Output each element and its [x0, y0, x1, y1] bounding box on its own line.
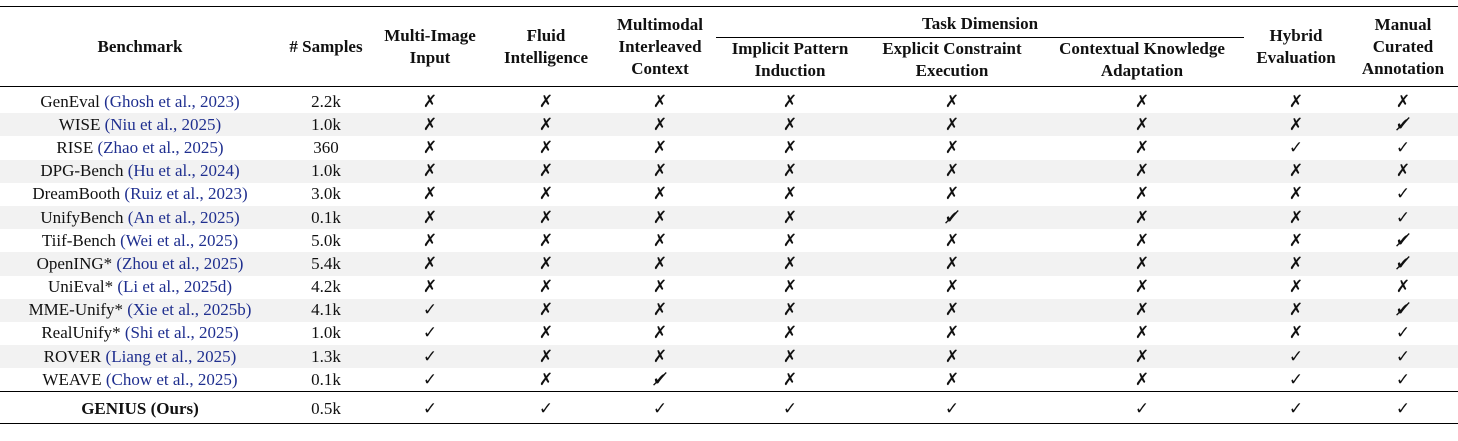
mark-cell: ✗ — [652, 323, 668, 344]
mark-cell: ✗ — [372, 113, 488, 136]
citation-link[interactable]: (Xie et al., 2025b) — [127, 300, 252, 320]
table-body-ours — [0, 392, 1458, 424]
mark-cell: ✗ — [422, 277, 438, 298]
benchmark-name: DPG-Bench — [40, 161, 128, 181]
mark-cell: ✗ — [488, 252, 604, 275]
mark-cell: ✗ — [716, 87, 864, 114]
mark-cell: ✗ — [1244, 160, 1348, 183]
sample-count: 4.2k — [311, 277, 341, 297]
mark-cell: ✓ — [1348, 392, 1458, 424]
citation-link[interactable]: (Zhao et al., 2025) — [97, 137, 224, 157]
mark-cell: ✔̸ — [652, 369, 668, 390]
sample-count-ours: 0.5k — [280, 392, 372, 424]
benchmark-name-cell — [0, 322, 280, 345]
citation-link[interactable]: (Chow et al., 2025) — [105, 369, 238, 389]
sample-count: 5.4k — [280, 252, 372, 275]
mark-cell: ✓ — [1288, 137, 1304, 158]
mark-cell: ✗ — [864, 160, 1040, 183]
mark-cell: ✗ — [944, 277, 960, 298]
mark-cell: ✗ — [604, 113, 716, 136]
benchmark-name-cell — [0, 136, 280, 159]
benchmark-name-cell — [0, 252, 280, 275]
mark-cell: ✗ — [1040, 87, 1244, 114]
mark-cell: ✓ — [864, 392, 1040, 424]
mark-cell: ✗ — [652, 184, 668, 205]
mark-cell: ✗ — [716, 113, 864, 136]
mark-cell: ✗ — [944, 184, 960, 205]
header-contextual-knowledge-adaptation: Contextual Knowledge Adaptation — [1040, 38, 1244, 87]
mark-cell: ✗ — [782, 369, 798, 390]
citation-link[interactable]: (Ghosh et al., 2023) — [104, 91, 240, 111]
sample-count: 1.0k — [280, 113, 372, 136]
benchmark-name: RealUnify* — [41, 323, 125, 343]
sample-count: 1.0k — [280, 160, 372, 183]
citation-link[interactable]: (Niu et al., 2025) — [104, 114, 222, 134]
benchmark-name-cell — [0, 229, 280, 252]
mark-cell: ✓ — [488, 392, 604, 424]
mark-cell: ✓ — [1244, 392, 1348, 424]
mark-cell: ✓ — [1288, 369, 1304, 390]
mark-cell: ✗ — [488, 345, 604, 368]
header-samples: # Samples — [280, 7, 372, 87]
mark-cell: ✗ — [1244, 299, 1348, 322]
table-row — [0, 252, 1458, 275]
citation-link[interactable]: (Wei et al., 2025) — [120, 230, 239, 250]
mark-cell: ✗ — [538, 323, 554, 344]
table-row — [0, 206, 1458, 229]
mark-cell: ✓ — [1348, 206, 1458, 229]
benchmark-name: WEAVE — [42, 369, 106, 389]
sample-count: 0.1k — [280, 206, 372, 229]
mark-cell: ✗ — [944, 137, 960, 158]
mark-cell: ✗ — [1348, 160, 1458, 183]
mark-cell: ✗ — [372, 252, 488, 275]
sample-count: 360 — [313, 137, 339, 157]
mark-cell: ✓ — [1040, 392, 1244, 424]
mark-cell: ✗ — [604, 160, 716, 183]
mark-cell: ✗ — [716, 160, 864, 183]
citation-link[interactable]: (Liang et al., 2025) — [105, 346, 237, 366]
header-task-dimension: Task Dimension — [716, 7, 1244, 38]
benchmark-name-cell — [0, 206, 280, 229]
mark-cell: ✗ — [716, 206, 864, 229]
mark-cell: ✓ — [372, 299, 488, 322]
mark-cell: ✗ — [538, 369, 554, 390]
mark-cell: ✗ — [538, 184, 554, 205]
mark-cell: ✔̸ — [1348, 299, 1458, 322]
benchmark-name-ours: GENIUS (Ours) — [0, 392, 280, 424]
table-row — [0, 322, 1458, 345]
sample-count: 1.0k — [311, 323, 341, 343]
mark-cell: ✗ — [488, 160, 604, 183]
mark-cell: ✗ — [488, 87, 604, 114]
mark-cell: ✓ — [1244, 345, 1348, 368]
mark-cell: ✗ — [782, 277, 798, 298]
mark-cell: ✓ — [422, 323, 438, 344]
mark-cell: ✗ — [1288, 230, 1304, 251]
mark-cell: ✗ — [604, 299, 716, 322]
benchmark-name-cell — [0, 299, 280, 322]
sample-count: 1.3k — [280, 345, 372, 368]
benchmark-name-cell — [0, 368, 280, 392]
mark-cell: ✗ — [1288, 277, 1304, 298]
mark-cell: ✗ — [372, 87, 488, 114]
benchmark-name: MME-Unify* — [28, 300, 128, 320]
mark-cell: ✗ — [1288, 323, 1304, 344]
citation-link[interactable]: (Zhou et al., 2025) — [116, 253, 244, 273]
mark-cell: ✗ — [716, 345, 864, 368]
header-benchmark: Benchmark — [0, 7, 280, 87]
mark-cell: ✗ — [1134, 137, 1150, 158]
mark-cell: ✗ — [1348, 87, 1458, 114]
mark-cell: ✗ — [422, 137, 438, 158]
benchmark-name: UniEval* — [47, 277, 118, 297]
mark-cell: ✗ — [604, 87, 716, 114]
header-manual-curated-annotation: Manual Curated Annotation — [1348, 7, 1458, 87]
benchmark-name-cell — [0, 276, 280, 299]
mark-cell: ✔̸ — [864, 206, 1040, 229]
mark-cell: ✗ — [716, 299, 864, 322]
mark-cell: ✗ — [1040, 113, 1244, 136]
mark-cell: ✗ — [864, 345, 1040, 368]
citation-link[interactable]: (An et al., 2025) — [127, 207, 240, 227]
mark-cell: ✗ — [1040, 252, 1244, 275]
table-row — [0, 87, 1458, 114]
sample-count: 2.2k — [280, 87, 372, 114]
mark-cell: ✓ — [716, 392, 864, 424]
table-row — [0, 160, 1458, 183]
benchmark-name-cell — [0, 345, 280, 368]
benchmark-name: GenEval — [40, 91, 105, 111]
mark-cell: ✗ — [1244, 206, 1348, 229]
mark-cell: ✓ — [1395, 184, 1411, 205]
table-row — [0, 345, 1458, 368]
mark-cell: ✓ — [372, 345, 488, 368]
mark-cell: ✗ — [944, 369, 960, 390]
benchmark-name: UnifyBench — [40, 207, 128, 227]
mark-cell: ✓ — [422, 369, 438, 390]
mark-cell: ✗ — [1134, 230, 1150, 251]
mark-cell: ✗ — [604, 252, 716, 275]
mark-cell: ✗ — [538, 230, 554, 251]
header-multimodal-interleaved-context: Multimodal Interleaved Context — [604, 7, 716, 87]
mark-cell: ✗ — [372, 206, 488, 229]
citation-link[interactable]: (Shi et al., 2025) — [124, 323, 239, 343]
table-row — [0, 276, 1458, 299]
mark-cell: ✗ — [538, 277, 554, 298]
table-row — [0, 113, 1458, 136]
mark-cell: ✔̸ — [1348, 113, 1458, 136]
mark-cell: ✗ — [1040, 299, 1244, 322]
table-row — [0, 368, 1458, 392]
table-row — [0, 136, 1458, 159]
benchmark-name: OpenING* — [36, 253, 117, 273]
mark-cell: ✗ — [652, 230, 668, 251]
benchmark-name: RISE — [56, 137, 98, 157]
mark-cell: ✓ — [1395, 369, 1411, 390]
mark-cell: ✗ — [652, 137, 668, 158]
mark-cell: ✗ — [782, 230, 798, 251]
mark-cell: ✗ — [488, 206, 604, 229]
mark-cell: ✗ — [652, 277, 668, 298]
mark-cell: ✓ — [604, 392, 716, 424]
mark-cell: ✗ — [1134, 277, 1150, 298]
sample-count: 0.1k — [311, 369, 341, 389]
benchmark-name: Tiif-Bench — [41, 230, 121, 250]
mark-cell: ✗ — [1244, 252, 1348, 275]
mark-cell: ✗ — [1134, 184, 1150, 205]
header-multi-image-input: Multi-Image Input — [372, 7, 488, 87]
header-hybrid-evaluation: Hybrid Evaluation — [1244, 7, 1348, 87]
mark-cell: ✗ — [864, 113, 1040, 136]
table-row-ours — [0, 392, 1458, 424]
benchmark-comparison-table — [0, 6, 1458, 424]
comparison-table-container — [0, 6, 1458, 424]
header-fluid-intelligence: Fluid Intelligence — [488, 7, 604, 87]
mark-cell: ✔̸ — [1395, 230, 1411, 251]
mark-cell: ✗ — [782, 323, 798, 344]
citation-link[interactable]: (Li et al., 2025d) — [117, 277, 233, 297]
mark-cell: ✗ — [864, 299, 1040, 322]
mark-cell: ✗ — [782, 137, 798, 158]
sample-count: 5.0k — [311, 230, 341, 250]
citation-link[interactable]: (Ruiz et al., 2023) — [124, 184, 248, 204]
mark-cell: ✗ — [1244, 113, 1348, 136]
table-row — [0, 299, 1458, 322]
benchmark-name-cell — [0, 160, 280, 183]
mark-cell: ✗ — [1040, 206, 1244, 229]
mark-cell: ✗ — [1244, 87, 1348, 114]
sample-count: 3.0k — [311, 184, 341, 204]
mark-cell: ✗ — [782, 184, 798, 205]
benchmark-name: WISE — [58, 114, 105, 134]
sample-count: 4.1k — [280, 299, 372, 322]
mark-cell: ✓ — [1395, 137, 1411, 158]
table-row — [0, 229, 1458, 252]
header-implicit-pattern-induction: Implicit Pattern Induction — [716, 38, 864, 87]
mark-cell: ✓ — [1395, 323, 1411, 344]
mark-cell: ✗ — [488, 299, 604, 322]
citation-link[interactable]: (Hu et al., 2024) — [127, 161, 240, 181]
benchmark-name-cell — [0, 183, 280, 206]
mark-cell: ✗ — [944, 323, 960, 344]
mark-cell: ✗ — [488, 113, 604, 136]
mark-cell: ✗ — [1395, 277, 1411, 298]
mark-cell: ✗ — [604, 345, 716, 368]
mark-cell: ✗ — [422, 230, 438, 251]
mark-cell: ✗ — [864, 87, 1040, 114]
mark-cell: ✗ — [864, 252, 1040, 275]
mark-cell: ✗ — [372, 160, 488, 183]
benchmark-name-cell — [0, 113, 280, 136]
mark-cell: ✔̸ — [1348, 252, 1458, 275]
mark-cell: ✗ — [1288, 184, 1304, 205]
mark-cell: ✗ — [1134, 323, 1150, 344]
mark-cell: ✓ — [1348, 345, 1458, 368]
table-body — [0, 87, 1458, 392]
mark-cell: ✗ — [422, 184, 438, 205]
benchmark-name: ROVER — [43, 346, 106, 366]
mark-cell: ✗ — [538, 137, 554, 158]
mark-cell: ✓ — [372, 392, 488, 424]
mark-cell: ✗ — [1134, 369, 1150, 390]
mark-cell: ✗ — [1040, 345, 1244, 368]
header-explicit-constraint-execution: Explicit Constraint Execution — [864, 38, 1040, 87]
mark-cell: ✗ — [1040, 160, 1244, 183]
mark-cell: ✗ — [716, 252, 864, 275]
mark-cell: ✗ — [944, 230, 960, 251]
mark-cell: ✗ — [604, 206, 716, 229]
benchmark-name-cell — [0, 87, 280, 114]
benchmark-name: DreamBooth — [32, 184, 125, 204]
table-row — [0, 183, 1458, 206]
